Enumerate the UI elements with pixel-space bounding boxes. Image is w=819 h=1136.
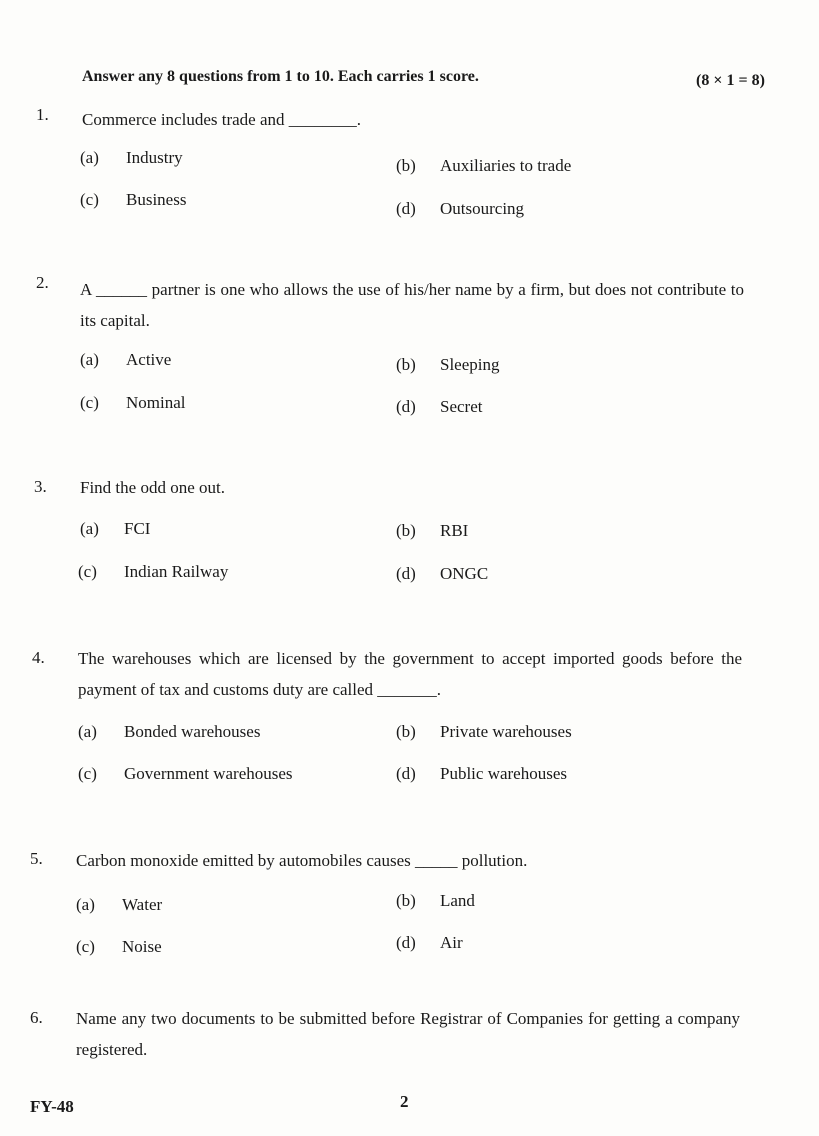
option-text: Business (126, 190, 187, 209)
option-label: (d) (396, 933, 416, 952)
option-label: (c) (78, 764, 97, 783)
option-label: (d) (396, 397, 416, 416)
option-text: Auxiliaries to trade (440, 156, 572, 175)
question-number: 1. (36, 105, 49, 124)
option-text: FCI (124, 519, 151, 538)
option-label: (d) (396, 764, 416, 783)
option-text: Secret (440, 397, 483, 416)
option-text: Land (440, 891, 475, 910)
option-label: (b) (396, 521, 416, 540)
question-number: 4. (32, 648, 45, 667)
option-label: (c) (80, 393, 99, 412)
option-text: Water (122, 895, 163, 914)
option-label: (d) (396, 564, 416, 583)
option-label: (a) (80, 350, 99, 369)
paper-code: FY-48 (30, 1097, 74, 1116)
question-text: Find the odd one out. (80, 478, 225, 497)
question-number: 6. (30, 1008, 43, 1027)
instruction-text: Answer any 8 questions from 1 to 10. Each carries 1 score. (82, 68, 479, 85)
option-text: Industry (126, 148, 183, 167)
question-number: 2. (36, 273, 49, 292)
option-label: (a) (76, 895, 95, 914)
option-text: Outsourcing (440, 199, 525, 218)
question-number: 3. (34, 477, 47, 496)
option-label: (c) (80, 190, 99, 209)
option-text: Active (126, 350, 172, 369)
option-text: RBI (440, 521, 469, 540)
question-text: Commerce includes trade and ________. (82, 110, 362, 129)
option-text: Government warehouses (124, 764, 293, 783)
marks-allocation: (8 × 1 = 8) (696, 72, 765, 89)
option-label: (a) (78, 722, 97, 741)
option-label: (c) (78, 562, 97, 581)
option-text: Public warehouses (440, 764, 568, 783)
option-text: Air (440, 933, 463, 952)
question-text: Name any two documents to be submitted before Registrar of Companies for getting a company registered. (76, 1009, 740, 1059)
question-text: Carbon monoxide emitted by automobiles causes _____ pollution. (76, 851, 528, 870)
option-text: Nominal (126, 393, 186, 412)
option-text: Noise (122, 937, 162, 956)
question-text: A ______ partner is one who allows the use of his/her name by a firm, but does not contribute to its capital. (80, 280, 744, 330)
option-text: Bonded warehouses (124, 722, 261, 741)
question-number: 5. (30, 849, 43, 868)
question-text: The warehouses which are licensed by the government to accept imported goods before the payment of tax and customs duty are called _______. (78, 649, 742, 699)
option-label: (a) (80, 519, 99, 538)
option-label: (b) (396, 156, 416, 175)
option-text: Sleeping (440, 355, 500, 374)
option-label: (b) (396, 355, 416, 374)
option-text: Private warehouses (440, 722, 572, 741)
option-label: (b) (396, 891, 416, 910)
option-label: (c) (76, 937, 95, 956)
page-number: 2 (400, 1092, 409, 1111)
option-label: (a) (80, 148, 99, 167)
option-text: Indian Railway (124, 562, 229, 581)
option-label: (b) (396, 722, 416, 741)
option-label: (d) (396, 199, 416, 218)
option-text: ONGC (440, 564, 489, 583)
